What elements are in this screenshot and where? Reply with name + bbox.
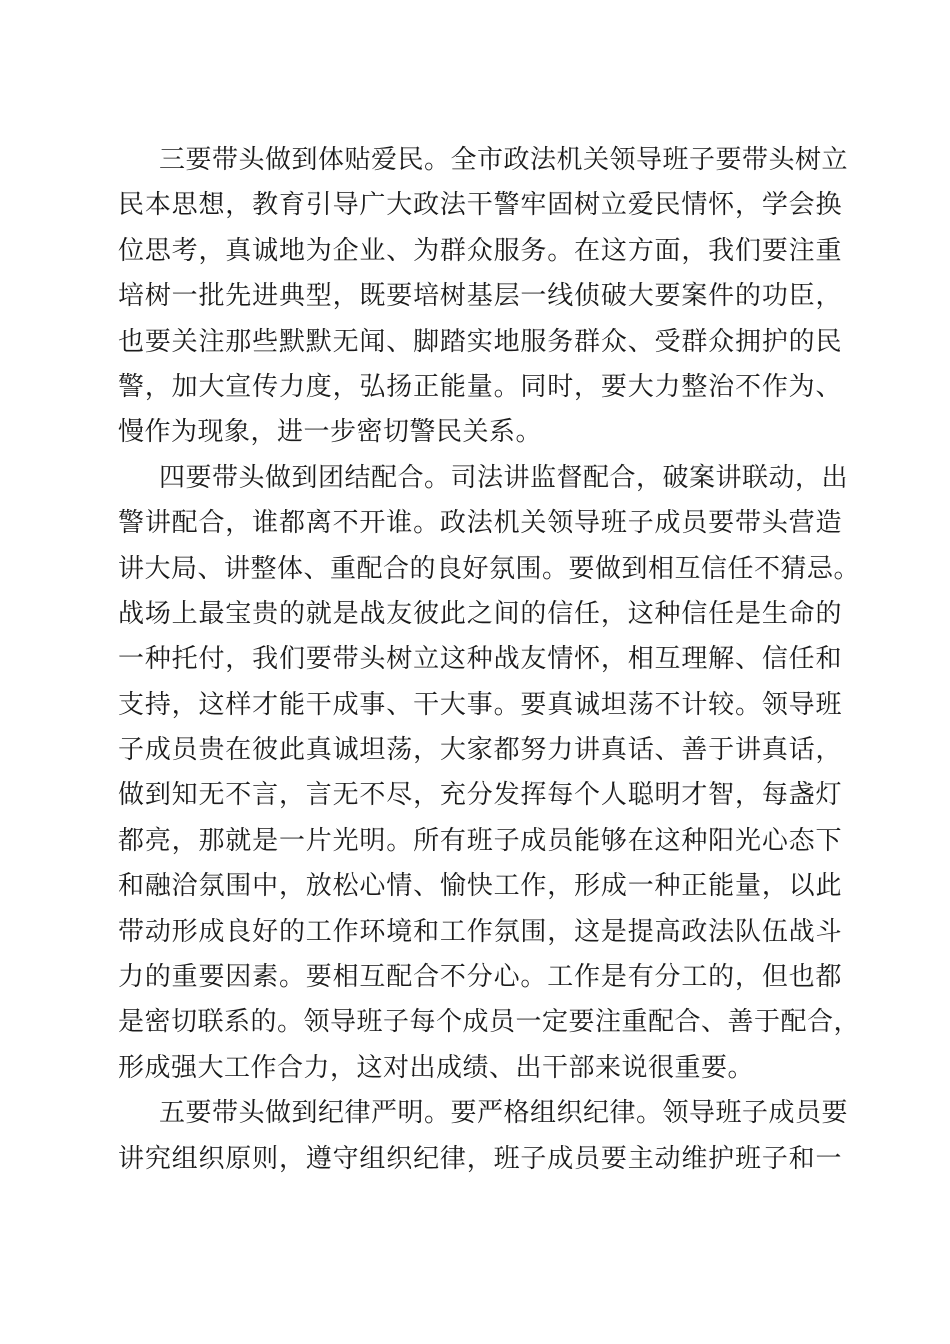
text-line: 警，加大宣传力度，弘扬正能量。同时，要大力整治不作为、: [118, 371, 842, 402]
document-body: [118, 138, 861, 1182]
text-line: 三要带头做到体贴爱民。全市政法机关领导班子要带头树立: [159, 145, 849, 175]
text-line: 五要带头做到纪律严明。要严格组织纪律。领导班子成员要: [159, 1098, 849, 1129]
text-line: 警讲配合，谁都离不开谁。政法机关领导班子成员要带头营造: [118, 508, 842, 539]
text-line: 民本思想，教育引导广大政法干警牢固树立爱民情怀，学会换: [118, 190, 842, 221]
paragraph-3: [118, 138, 849, 456]
text-line: 支持，这样才能干成事、干大事。要真诚坦荡不计较。领导班: [118, 689, 842, 720]
text-line: 形成强大工作合力，这对出成绩、出干部来说很重要。: [118, 1052, 755, 1083]
text-line: 位思考，真诚地为企业、为群众服务。在这方面，我们要注重: [118, 235, 842, 266]
text-line: 都亮，那就是一片光明。所有班子成员能够在这种阳光心态下: [118, 825, 842, 856]
text-line: 力的重要因素。要相互配合不分心。工作是有分工的，但也都: [118, 962, 842, 993]
text-line: 是密切联系的。领导班子每个成员一定要注重配合、善于配合，: [118, 1007, 861, 1038]
text-line: 培树一批先进典型，既要培树基层一线侦破大要案件的功臣，: [118, 281, 842, 312]
paragraph-4: [118, 456, 861, 1091]
paragraph-5: [118, 1091, 849, 1182]
text-line: 慢作为现象，进一步密切警民关系。: [118, 417, 543, 448]
text-line: 和融洽氛围中，放松心情、愉快工作，形成一种正能量，以此: [118, 871, 842, 902]
text-line: 四要带头做到团结配合。司法讲监督配合，破案讲联动，出: [159, 462, 849, 493]
text-line: 做到知无不言，言无不尽，充分发挥每个人聪明才智，每盏灯: [118, 780, 842, 811]
text-line: 也要关注那些默默无闻、脚踏实地服务群众、受群众拥护的民: [118, 326, 842, 357]
text-line: 讲究组织原则，遵守组织纪律，班子成员要主动维护班子和一: [118, 1143, 842, 1174]
text-line: 带动形成良好的工作环境和工作氛围，这是提高政法队伍战斗: [118, 916, 842, 947]
text-line: 子成员贵在彼此真诚坦荡，大家都努力讲真话、善于讲真话，: [118, 735, 842, 766]
text-line: 战场上最宝贵的就是战友彼此之间的信任，这种信任是生命的: [118, 598, 842, 629]
text-line: 一种托付，我们要带头树立这种战友情怀，相互理解、信任和: [118, 644, 842, 675]
text-line: 讲大局、讲整体、重配合的良好氛围。要做到相互信任不猜忌。: [118, 553, 861, 584]
